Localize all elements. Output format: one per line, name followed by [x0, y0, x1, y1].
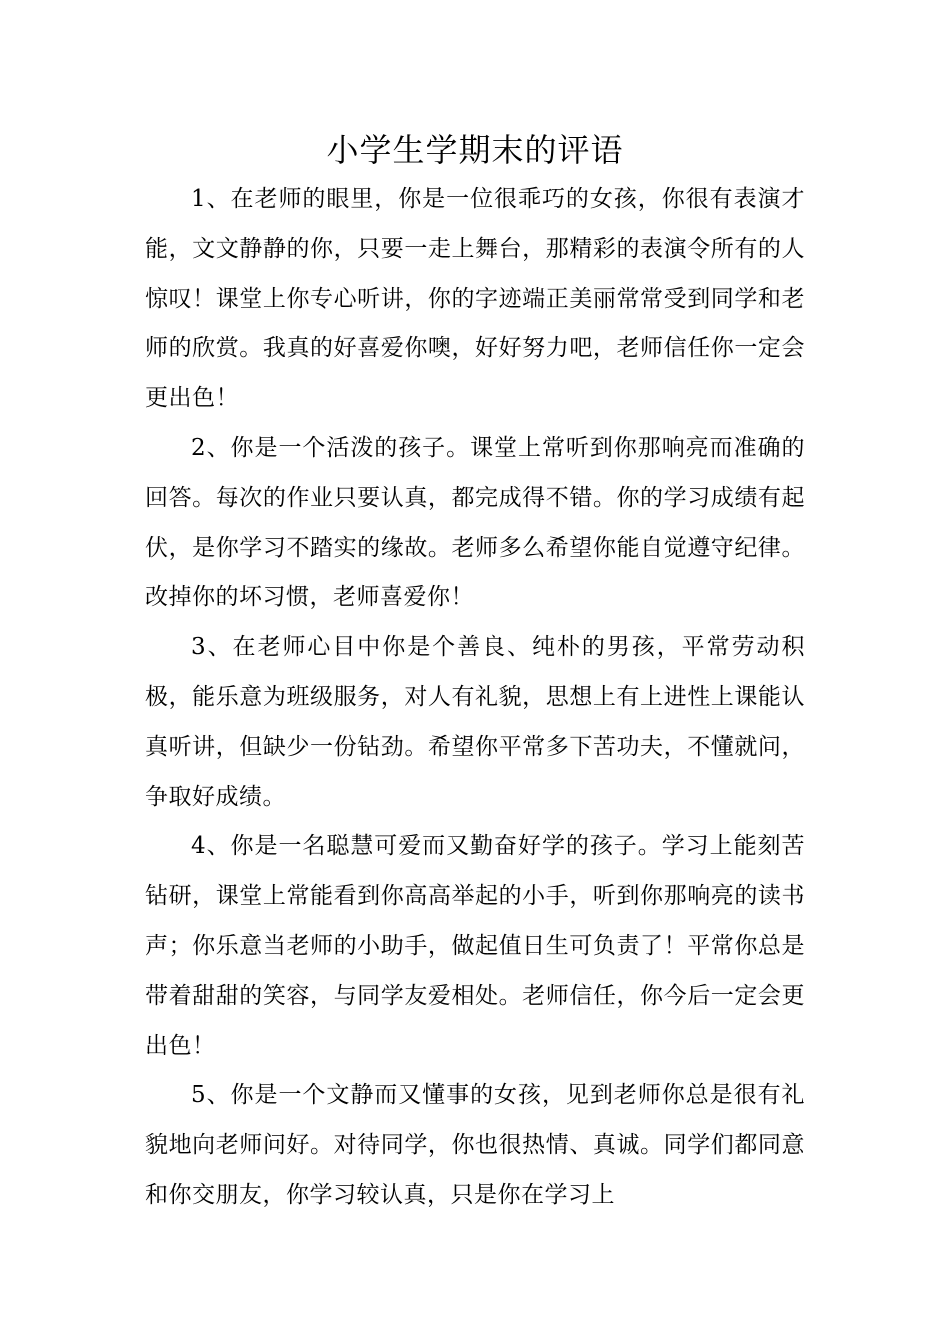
- comment-paragraph-2: 2、你是一个活泼的孩子。课堂上常听到你那响亮而准确的回答。每次的作业只要认真，都完成得不错。你的学习成绩有起伏，是你学习不踏实的缘故。老师多么希望你能自觉遵守纪律。改掉你的坏习惯，老师喜爱你！: [145, 434, 805, 611]
- document-title: 小学生学期末的评语: [326, 131, 624, 169]
- comment-paragraph-4: 4、你是一名聪慧可爱而又勤奋好学的孩子。学习上能刻苦钻研，课堂上常能看到你高高举起的小手，听到你那响亮的读书声；你乐意当老师的小助手，做起值日生可负责了！平常你总是带着甜甜的笑容，与同学友爱相处。老师信任，你今后一定会更出色！: [145, 833, 805, 1059]
- comment-paragraph-3: 3、在老师心目中你是个善良、纯朴的男孩，平常劳动积极，能乐意为班级服务，对人有礼貌，思想上有上进性上课能认真听讲，但缺少一份钻劲。希望你平常多下苦功夫，不懂就问，争取好成绩。: [145, 634, 805, 810]
- document-body: [145, 175, 805, 1221]
- comment-paragraph-1: 1、在老师的眼里，你是一位很乖巧的女孩，你很有表演才能，文文静静的你，只要一走上舞台，那精彩的表演令所有的人惊叹！课堂上你专心听讲，你的字迹端正美丽常常受到同学和老师的欣赏。我真的好喜爱你噢，好好努力吧，老师信任你一定会更出色！: [145, 186, 805, 412]
- comment-paragraph-5: 5、你是一个文静而又懂事的女孩，见到老师你总是很有礼貌地向老师问好。对待同学，你也很热情、真诚。同学们都同意和你交朋友，你学习较认真，只是你在学习上: [145, 1082, 805, 1208]
